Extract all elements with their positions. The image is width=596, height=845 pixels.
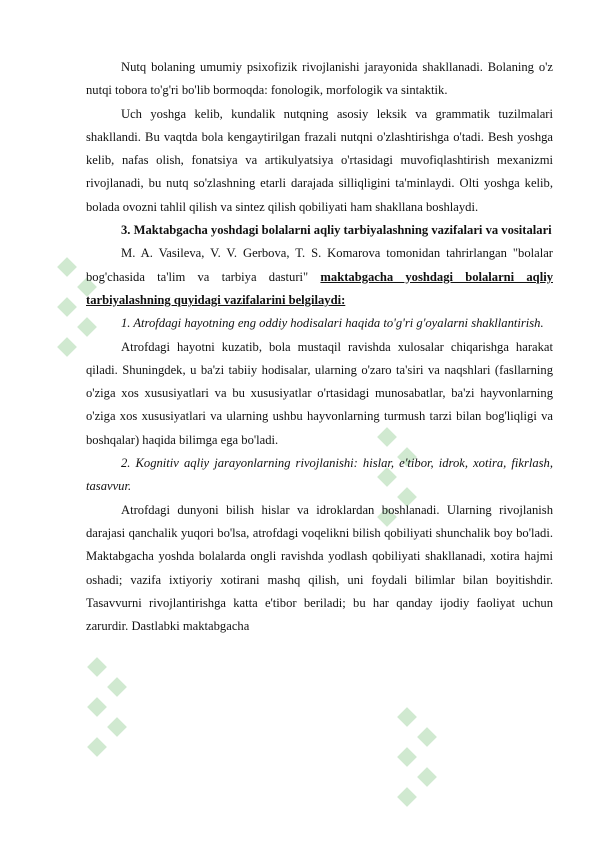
paragraph-perception: Atrofdagi dunyoni bilish hislar va idroklardan boshlanadi. Ularning rivojlanish darajasi qanchalik yuqori bo'lsa, atrofdagi voqelikni bilish qobiliyati shunchalik boy bo'ladi. Maktabgacha yoshda bolalarda ongli ravishda yodlash qobiliyati shakllanadi, xotira hajmi oshadi; vazifa ixtiyoriy xotirani mashq qilish, uni foydali bilimlar bilan boyitishdir. Tasavvurni rivojlantirishga katta e'tibor beriladi; bu har qanday ijodiy faoliyat uchun zarurdir. Dastlabki maktabgacha: [86, 502, 553, 634]
paragraph-observation: Atrofdagi hayotni kuzatib, bola mustaqil ravishda xulosalar chiqarishga harakat qiladi. Shuningdek, u ba'zi tabiiy hodisalar, ularning o'zaro ta'siri va naqshlari (fasllarning o'ziga xos xususiyatlari va bu xususiyatlar o'rtasidagi munosabatlar, ba'zi hayvonlarning o'ziga xos xususiyatlari va ularning ushbu hayvonlarning turmush tarzi bilan bog'liqligi va boshqalar) haqida bilimga ega bo'ladi.: [86, 339, 553, 447]
watermark-logo: [380, 700, 470, 845]
watermark-leaf-icon: [380, 700, 470, 840]
watermark-logo: [70, 650, 160, 795]
paragraph-program: [86, 242, 553, 312]
task-item-1: 1. Atrofdagi hayotning eng oddiy hodisalari haqida to'g'ri g'oyalarni shakllantirish.: [121, 316, 544, 331]
document-body: [86, 56, 553, 638]
paragraph-intro: Nutq bolaning umumiy psixofizik rivojlanishi jarayonida shakllanadi. Bolaning o'z nutqi tobora to'g'ri bo'lib bormoqda: fonologik, morfologik va sintaktik.: [86, 60, 553, 98]
paragraph-age-development: Uch yoshga kelib, kundalik nutqning asosiy leksik va grammatik tuzilmalari shakllandi. Bu vaqtda bola kengaytirilgan frazali nutqni o'zlashtirishga o'tadi. Besh yoshga kelib, nafas olish, fonatsiya va artikulyatsiya o'rtasidagi muvofiqlashtirish mexanizmi rivojlanadi, bu nutq so'zlashning etarli darajada silliqligini ta'minlaydi. Olti yoshga kelib, bolada ovozni tahlil qilish va sintez qilish qobiliyati ham shakllana boshlaydi.: [86, 106, 553, 214]
task-item-2: 2. Kognitiv aqliy jarayonlarning rivojlanishi: hislar, e'tibor, idrok, xotira, fikrlash, tasavvur.: [86, 456, 553, 494]
program-text: M. A. Vasileva, V. V. Gerbova, T. S. Komarova tomonidan tahrirlangan "bolalar bog'chasida ta'lim va tarbiya dasturi": [86, 246, 553, 284]
watermark-leaf-icon: [70, 650, 160, 790]
program-tasks-emphasis: maktabgacha yoshdagi bolalarni aqliy tarbiyalashning quyidagi vazifalarini belgilaydi:: [86, 269, 553, 307]
section-heading: 3. Maktabgacha yoshdagi bolalarni aqliy tarbiyalashning vazifalari va vositalari: [121, 223, 552, 238]
